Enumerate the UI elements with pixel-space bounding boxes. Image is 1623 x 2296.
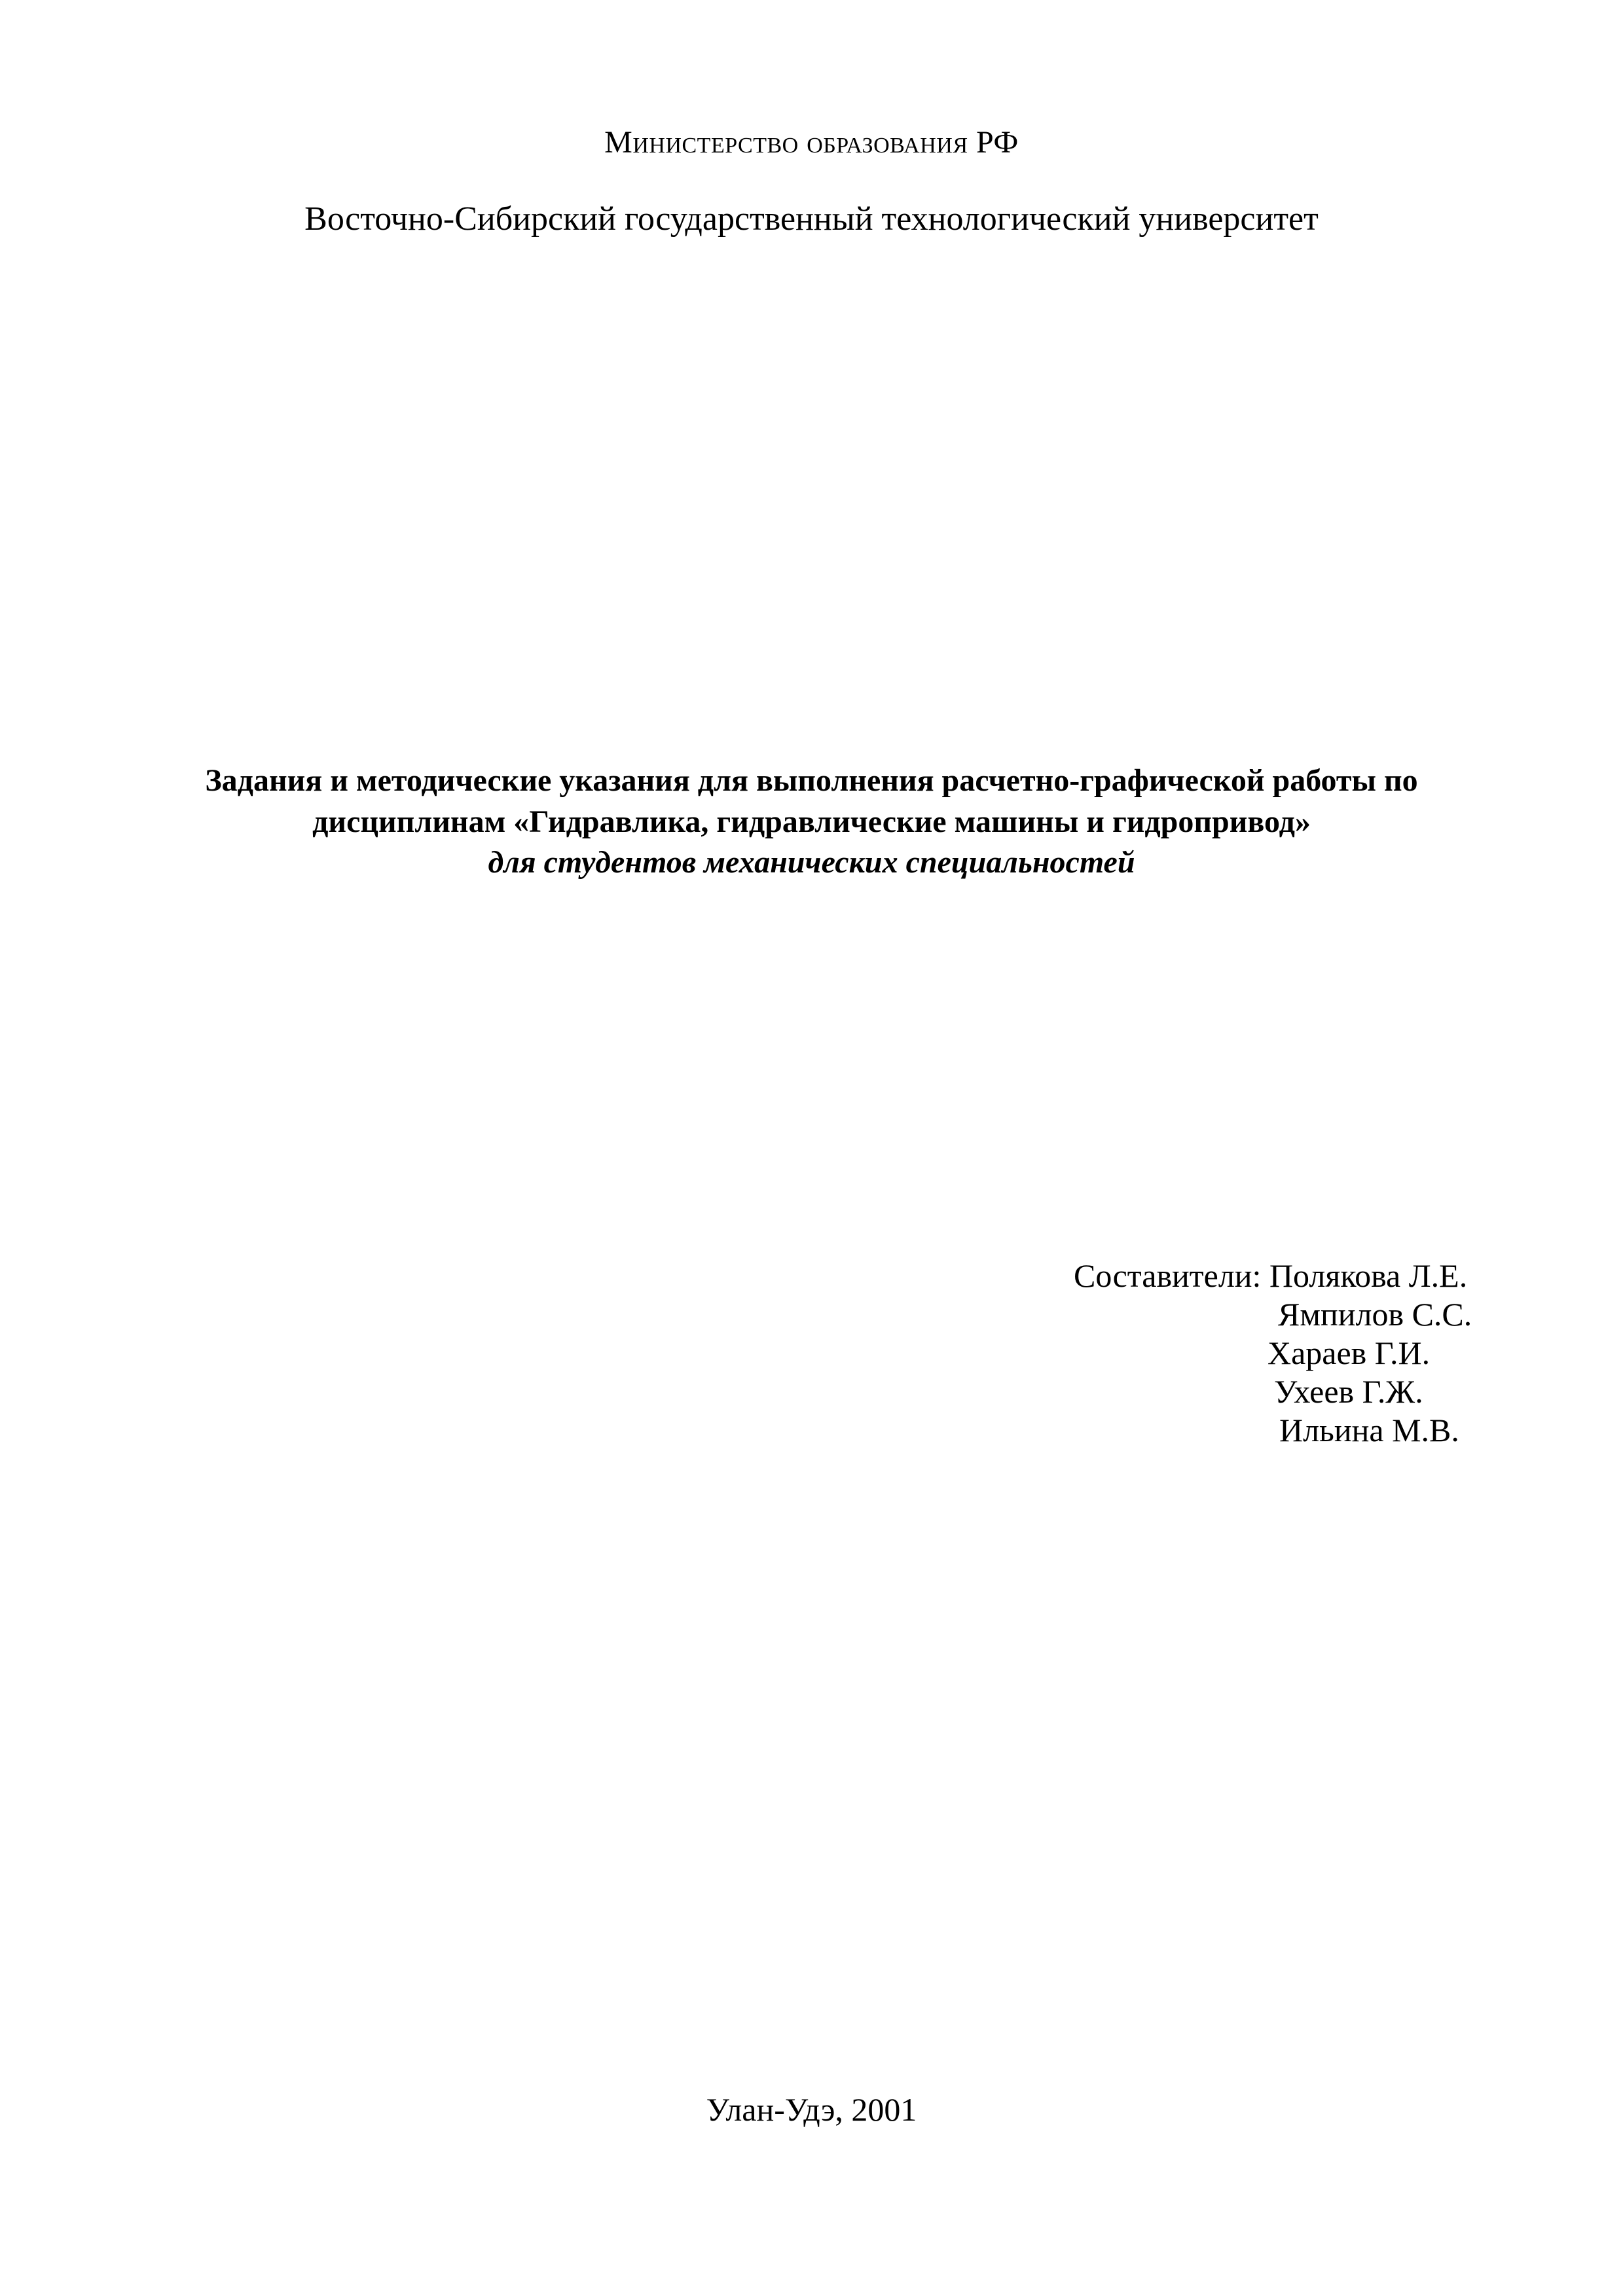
author-name: Ямпилов С.С. [1278,1296,1472,1333]
author-name: Ильина М.В. [1279,1412,1459,1448]
authors-row-2 [1074,1295,1545,1334]
university-name: Восточно-Сибирский государственный технологический университет [304,200,1319,238]
authors-caption: Составители: [1074,1257,1262,1294]
authors-row-5 [1074,1411,1545,1450]
authors-row-1 [1074,1257,1545,1295]
ministry-heading: Министерство образования РФ [604,125,1019,160]
document-title-line-2: дисциплинам «Гидравлика, гидравлические машины и гидропривод» [312,804,1311,839]
author-name: Ухеев Г.Ж. [1274,1373,1423,1410]
document-audience: для студентов механических специальностей [488,845,1135,880]
author-name: Хараев Г.И. [1267,1335,1431,1371]
city-year: Улан-Удэ, 2001 [706,2091,917,2128]
authors-row-4 [1074,1372,1545,1411]
authors-block [1074,1257,1545,1450]
author-name: Полякова Л.Е. [1269,1257,1468,1294]
authors-row-3 [1074,1334,1545,1372]
document-title-line-1: Задания и методические указания для выполнения расчетно-графической работы по [205,763,1418,798]
